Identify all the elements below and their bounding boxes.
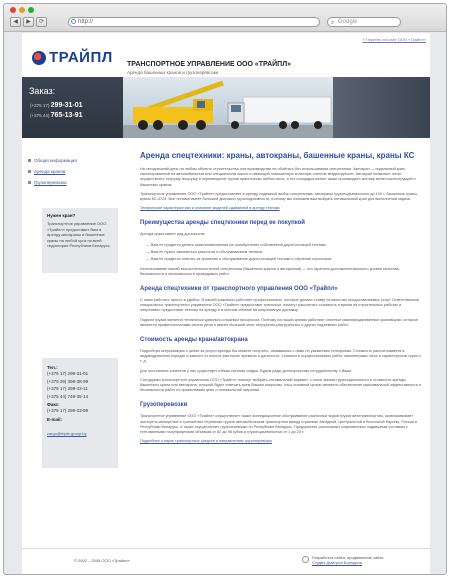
- menu-item-label: Общая информация: [34, 158, 77, 163]
- tel-number: (+375 17) 299-31-01: [47, 371, 89, 376]
- advantages-list: [146, 242, 422, 263]
- bullet-icon: [28, 159, 31, 162]
- side-menu: [28, 158, 77, 191]
- info-box: [42, 208, 118, 273]
- paragraph: Аренда крана имеет ряд достоинств:: [140, 232, 206, 237]
- paragraph: С нами работать просто и удобно. В нашей компании работают профессионалы, которые делают ставку на качество предоставляемых услуг. Ответственные специалисты транспортного управления ООО «Трайпл» предоставят транспорт, помогут рассчитать стоимость и время на строительных работах и оперативно предоставят технику на аренду и в полном объеме на оперативную доставку.: [140, 298, 419, 313]
- menu-item-crane-rental[interactable]: [28, 169, 77, 174]
- menu-item-label: Грузоперевозки: [34, 180, 67, 185]
- email-label: E-mail:: [47, 416, 63, 422]
- tel-label: Тел.:: [47, 365, 58, 370]
- tel-number: (+375 29) 399-38-99: [47, 378, 89, 384]
- order-phone-code: (+375 17): [30, 103, 50, 108]
- footer: [22, 548, 430, 574]
- order-block: [22, 77, 123, 138]
- paragraph: Сотрудники транспортного управления ООО «Трайпл» помогут выбрать оптимальный вариант, с точки зрения грузоподъемности и стоимости аренды башенного крана или автокрана, который будет отвечать всем Вашим запросам. Наш основной целью является обеспечение максимальной эффективности и безопасности работ по приемлемым цене и оптимальной затратам.: [140, 377, 422, 393]
- copyright: © 2002 – 2008 ООО «Трайпл»: [74, 558, 130, 563]
- order-title: Заказ:: [29, 86, 56, 96]
- paragraph: Подъем грузов является технически довольно сложным процессом. Поэтому на наших кранах работают опытные квалифицированные крановщики, которые являются профессионалами своего дела и имеют большой опыт погрузочно-разгрузочных и других подъемных работ.: [140, 317, 419, 327]
- menu-item-general[interactable]: [28, 158, 77, 163]
- browser-toolbar: [4, 4, 446, 32]
- zoom-window-button[interactable]: [28, 7, 34, 13]
- page-title: Аренда спецтехники: краны, автокраны, башенные краны, краны КС: [140, 151, 415, 160]
- logo-text: ТРАЙПЛ: [49, 49, 113, 66]
- logo[interactable]: [32, 49, 113, 66]
- site-subtitle: Аренда башенных кранов и грузоперевозки: [127, 70, 219, 75]
- browser-window: [3, 3, 447, 575]
- tel-number: (+375 17) 299-43-11: [47, 386, 88, 391]
- address-bar[interactable]: [68, 17, 320, 27]
- list-item: — Вам не придется платить за хранение и обслуживание дорогостоящей техники и обучение персонала.: [146, 256, 333, 261]
- info-box-title: Нужен кран?: [47, 213, 76, 218]
- list-item: — Вам не придется делать капиталовложения на приобретение собственной дорогостоящей техники;: [146, 242, 327, 247]
- site-container: [22, 33, 430, 574]
- forward-button[interactable]: ▶: [23, 17, 34, 27]
- address-bar-text: http://: [78, 19, 94, 25]
- section-heading: Преимущества аренды спецтехники перед ее покупкой: [140, 220, 305, 227]
- back-button[interactable]: ◀: [10, 17, 21, 27]
- page-viewport: [5, 33, 446, 574]
- developer-credit-text: Разработка сайта, продвижение сайта: [312, 555, 384, 560]
- section-heading: Стоимость аренды крана/автокрана: [140, 337, 248, 344]
- order-phone: [30, 112, 83, 119]
- menu-item-label: Аренда кранов: [34, 169, 66, 174]
- info-box-text: Транспортное управление ООО «Трайпл» предоставит Вам в аренду автокраны и башенные краны на любой срок по всей территории Республики Беларусь.: [47, 221, 111, 248]
- developer-logo-icon: [302, 556, 309, 563]
- order-phone-code: (+375 44): [30, 113, 50, 118]
- left-column: [22, 138, 123, 548]
- paragraph: Транспортное управление ООО «Трайпл» осуществляет также экспедиционное обслуживание различных видов грузов автотранспортом, организовывает экспортно-импортные и транзитные перевозки грузов автомобильным транспортом между странами Западной, Центральной и Восточной Европы, России и Республики Беларусь, а также осуществляет грузоперевозки по Республике Беларусь. Предприятие располагает современным подвижным составом с тентованными полуприцепами объемом от 82 до 96 кубов и грузоподъемностью от 1 до 20 т.: [140, 414, 418, 435]
- crane-and-truck-image: [123, 77, 333, 138]
- order-phone-number: 765-13-91: [50, 112, 83, 119]
- fleet-link[interactable]: Подробнее о парке транспортных средств и направлениях грузоперевозок: [140, 439, 272, 444]
- contacts-box: [42, 358, 118, 468]
- order-phone: [30, 102, 83, 109]
- menu-item-cargo[interactable]: [28, 180, 77, 185]
- order-phone-number: 299-31-01: [50, 102, 83, 109]
- paragraph: Использование нашей высокотехнологичной спецтехники (башенных кранов и автокранов) — это гарантия достижения высокого уровня качества, безопасности и экономичности проводимых работ.: [140, 266, 400, 276]
- specs-link[interactable]: Технические характеристики и описание моделей сдаваемой в аренду техники: [140, 206, 280, 211]
- email-link[interactable]: cargo@triple-group.by: [47, 430, 87, 436]
- window-controls: [10, 7, 34, 13]
- bullet-icon: [28, 170, 31, 173]
- list-item: — Вам не нужно заниматься ремонтом и обслуживанием техники;: [146, 249, 264, 254]
- fax-number: (+375 17) 299-33-99: [47, 408, 89, 413]
- bullet-icon: [28, 181, 31, 184]
- banner-image: [123, 77, 333, 138]
- developer-credit: [312, 555, 384, 565]
- close-window-button[interactable]: [10, 7, 16, 13]
- paragraph: На сегодняшний день на любом объекте строительства или производстве не обойтись без использования спецтехники. Автокран — подъемный кран, смонтированный на автомобильном или специальном шасси и имеющий повышенную колесную степень вездеходности. Автокран позволяет легко осуществлять погрузку, выгрузку и перемещение грузов практически любого веса, а его площадка менее также производить монтаж металлоконструкций и башенных кранов.: [140, 167, 416, 187]
- logo-icon: [32, 51, 46, 65]
- section-heading: Аренда спецтехники от транспортного управления ООО «Трайпл»: [140, 286, 338, 293]
- fax-label: Факс:: [47, 402, 60, 407]
- minimize-window-button[interactable]: [19, 7, 25, 13]
- paragraph: Подробную информацию о ценах за услуги аренды Вы можете получить, связавшись с нами по указанным телефонам. Стоимость рассчитывается в индивидуальном порядке и зависит от многих факторов: времени и дальности, стоимости осуществляемых работ, километража, веса и характеристик груза и т. д.: [140, 349, 421, 364]
- reload-button[interactable]: ⟳: [36, 17, 47, 27]
- developer-link[interactable]: Студия Дмитрия Бородина: [312, 560, 362, 565]
- search-icon: ⌕: [331, 20, 335, 26]
- main-site-link[interactable]: » Перейти на сайт ООО «Трайпл»: [362, 37, 426, 42]
- search-field[interactable]: [327, 17, 401, 27]
- paragraph: Для постоянных клиентов у нас существует гибкая система скидок. Будем рады долгосрочному сотрудничеству с Вами.: [140, 368, 353, 373]
- main-content: [140, 151, 422, 448]
- section-heading: Грузоперевозки: [140, 402, 188, 409]
- paragraph: Транспортное управление ООО «Трайпл» предоставляет в аренду надежный выбор спецтехники: автокраны грузоподъемностью до 100 т, башенные краны, краны КС-4724. Все техника имеет большой диапазон грузоподъемности, поэтому мы поможем вам выбрать оптимальный кран для выполнения задачи.: [140, 191, 418, 202]
- globe-icon: [71, 19, 76, 24]
- tel-number: (+375 44) 749-35-14: [47, 393, 89, 399]
- header-banner: [22, 77, 430, 138]
- site-title: ТРАНСПОРТНОЕ УПРАВЛЕНИЕ ООО «ТРАЙПЛ»: [127, 61, 292, 68]
- banner-right-block: [333, 77, 430, 138]
- search-placeholder: Google: [338, 19, 358, 25]
